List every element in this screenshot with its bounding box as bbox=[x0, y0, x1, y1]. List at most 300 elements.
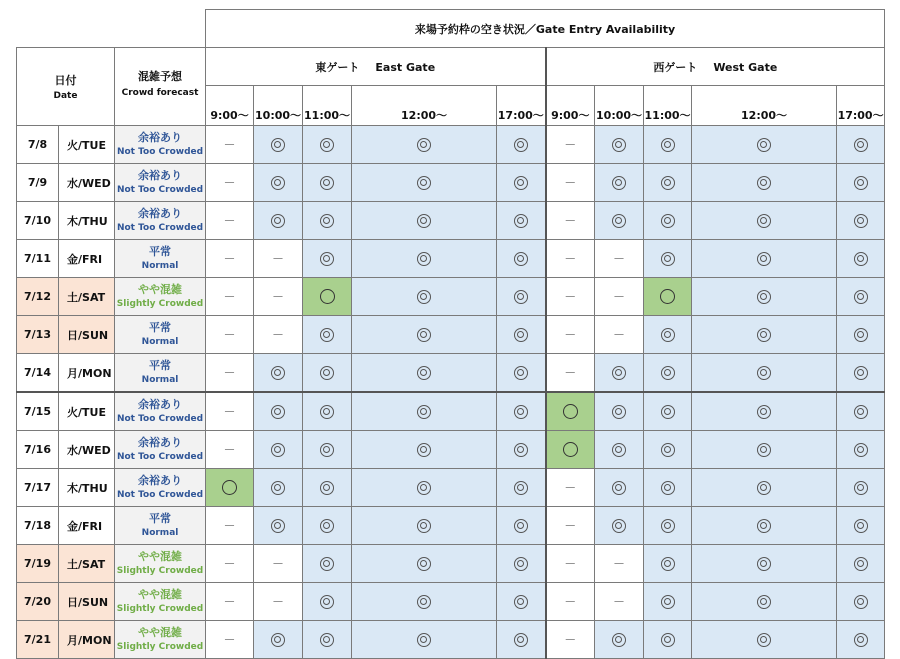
east-slot-cell bbox=[352, 583, 497, 621]
dash-icon: － bbox=[223, 557, 236, 571]
double-circle-icon bbox=[514, 366, 528, 380]
double-circle-icon bbox=[854, 290, 868, 304]
double-circle-icon bbox=[854, 481, 868, 495]
dash-icon: － bbox=[223, 252, 236, 266]
west-slot-cell bbox=[595, 392, 644, 431]
double-circle-icon bbox=[514, 443, 528, 457]
dash-icon: － bbox=[564, 481, 577, 495]
east-slot-cell bbox=[303, 278, 352, 316]
west-gate-en: West Gate bbox=[713, 60, 778, 74]
crowd-forecast-cell bbox=[115, 354, 206, 393]
double-circle-icon bbox=[612, 366, 626, 380]
forecast-label-ja: 平常 bbox=[149, 358, 172, 372]
double-circle-icon bbox=[854, 252, 868, 266]
west-slot-cell bbox=[692, 392, 837, 431]
west-slot-cell bbox=[692, 126, 837, 164]
forecast-label-ja: 余裕あり bbox=[138, 130, 183, 144]
east-slot-cell bbox=[254, 469, 303, 507]
east-slot-cell bbox=[352, 240, 497, 278]
east-slot-cell bbox=[206, 202, 254, 240]
date-header-en: Date bbox=[53, 91, 78, 101]
double-circle-icon bbox=[757, 214, 771, 228]
double-circle-icon bbox=[854, 176, 868, 190]
double-circle-icon bbox=[320, 557, 334, 571]
double-circle-icon bbox=[417, 405, 431, 419]
dash-icon: － bbox=[613, 595, 626, 609]
forecast-label-ja: 余裕あり bbox=[138, 435, 183, 449]
forecast-label-ja: 平常 bbox=[149, 244, 172, 258]
date-cell: 7/14 bbox=[17, 354, 59, 393]
west-slot-cell bbox=[595, 240, 644, 278]
east-slot-cell bbox=[497, 240, 546, 278]
west-slot-cell bbox=[692, 240, 837, 278]
date-header-ja: 日付 bbox=[54, 74, 77, 87]
east-slot-cell bbox=[352, 126, 497, 164]
double-circle-icon bbox=[757, 519, 771, 533]
weekday-cell: 日/SUN bbox=[59, 316, 115, 354]
dash-icon: － bbox=[223, 138, 236, 152]
east-slot-cell bbox=[352, 621, 497, 659]
east-gate-en: East Gate bbox=[375, 60, 436, 74]
west-slot-cell bbox=[837, 164, 885, 202]
forecast-label-ja: 平常 bbox=[149, 320, 172, 334]
double-circle-icon bbox=[757, 366, 771, 380]
west-slot-cell bbox=[595, 621, 644, 659]
table-row bbox=[17, 545, 885, 583]
double-circle-icon bbox=[854, 405, 868, 419]
double-circle-icon bbox=[417, 595, 431, 609]
east-time-0900: 9:00～ bbox=[206, 86, 254, 126]
west-slot-cell bbox=[595, 354, 644, 393]
double-circle-icon bbox=[320, 366, 334, 380]
dash-icon: － bbox=[223, 214, 236, 228]
dash-icon: － bbox=[564, 290, 577, 304]
date-cell: 7/10 bbox=[17, 202, 59, 240]
double-circle-icon bbox=[661, 481, 675, 495]
date-cell: 7/19 bbox=[17, 545, 59, 583]
east-slot-cell bbox=[303, 507, 352, 545]
west-slot-cell bbox=[546, 545, 595, 583]
east-slot-cell bbox=[352, 278, 497, 316]
west-slot-cell bbox=[595, 126, 644, 164]
crowd-forecast-cell bbox=[115, 392, 206, 431]
east-slot-cell bbox=[254, 621, 303, 659]
double-circle-icon bbox=[320, 481, 334, 495]
double-circle-icon bbox=[612, 405, 626, 419]
east-slot-cell bbox=[206, 507, 254, 545]
west-gate-header bbox=[546, 48, 885, 86]
date-cell: 7/18 bbox=[17, 507, 59, 545]
weekday-cell: 水/WED bbox=[59, 164, 115, 202]
west-slot-cell bbox=[644, 354, 692, 393]
double-circle-icon bbox=[417, 176, 431, 190]
date-cell: 7/17 bbox=[17, 469, 59, 507]
double-circle-icon bbox=[417, 557, 431, 571]
double-circle-icon bbox=[417, 252, 431, 266]
circle-icon bbox=[222, 480, 237, 495]
east-gate-ja: 東ゲート bbox=[315, 60, 360, 74]
double-circle-icon bbox=[271, 633, 285, 647]
east-slot-cell bbox=[206, 354, 254, 393]
double-circle-icon bbox=[320, 405, 334, 419]
forecast-label-ja: 余裕あり bbox=[138, 397, 183, 411]
date-cell: 7/8 bbox=[17, 126, 59, 164]
west-slot-cell bbox=[546, 164, 595, 202]
dash-icon: － bbox=[564, 595, 577, 609]
west-slot-cell bbox=[644, 126, 692, 164]
dash-icon: － bbox=[564, 633, 577, 647]
dash-icon: － bbox=[272, 290, 285, 304]
west-slot-cell bbox=[837, 507, 885, 545]
east-slot-cell bbox=[206, 316, 254, 354]
forecast-label-en: Not Too Crowded bbox=[116, 222, 204, 233]
forecast-label-en: Normal bbox=[141, 527, 179, 538]
east-slot-cell bbox=[497, 431, 546, 469]
west-slot-cell bbox=[837, 316, 885, 354]
weekday-cell: 金/FRI bbox=[59, 507, 115, 545]
double-circle-icon bbox=[612, 633, 626, 647]
west-slot-cell bbox=[692, 507, 837, 545]
west-slot-cell bbox=[692, 621, 837, 659]
dash-icon: － bbox=[564, 138, 577, 152]
double-circle-icon bbox=[514, 176, 528, 190]
dash-icon: － bbox=[564, 176, 577, 190]
dash-icon: － bbox=[272, 252, 285, 266]
west-slot-cell bbox=[546, 507, 595, 545]
crowd-header-en: Crowd forecast bbox=[121, 88, 199, 98]
west-gate-ja: 西ゲート bbox=[653, 60, 698, 74]
west-slot-cell bbox=[595, 431, 644, 469]
double-circle-icon bbox=[757, 481, 771, 495]
west-slot-cell bbox=[644, 621, 692, 659]
table-row bbox=[17, 354, 885, 393]
east-slot-cell bbox=[303, 392, 352, 431]
east-slot-cell bbox=[303, 164, 352, 202]
table-row bbox=[17, 621, 885, 659]
east-slot-cell bbox=[303, 431, 352, 469]
east-slot-cell bbox=[254, 202, 303, 240]
table-row bbox=[17, 278, 885, 316]
crowd-forecast-cell bbox=[115, 545, 206, 583]
east-slot-cell bbox=[303, 240, 352, 278]
double-circle-icon bbox=[854, 633, 868, 647]
west-slot-cell bbox=[692, 164, 837, 202]
circle-icon bbox=[563, 404, 578, 419]
double-circle-icon bbox=[757, 176, 771, 190]
double-circle-icon bbox=[320, 443, 334, 457]
east-slot-cell bbox=[497, 583, 546, 621]
west-time-1700: 17:00～ bbox=[837, 86, 885, 126]
east-slot-cell bbox=[497, 202, 546, 240]
forecast-label-ja: やや混雑 bbox=[138, 549, 183, 563]
dash-icon: － bbox=[223, 443, 236, 457]
east-slot-cell bbox=[303, 545, 352, 583]
west-slot-cell bbox=[837, 583, 885, 621]
double-circle-icon bbox=[612, 176, 626, 190]
dash-icon: － bbox=[564, 557, 577, 571]
dash-icon: － bbox=[223, 366, 236, 380]
forecast-label-en: Not Too Crowded bbox=[116, 184, 204, 195]
table-row bbox=[17, 164, 885, 202]
east-slot-cell bbox=[254, 278, 303, 316]
east-slot-cell bbox=[352, 469, 497, 507]
west-slot-cell bbox=[837, 278, 885, 316]
double-circle-icon bbox=[271, 443, 285, 457]
dash-icon: － bbox=[223, 405, 236, 419]
double-circle-icon bbox=[417, 214, 431, 228]
west-slot-cell bbox=[546, 583, 595, 621]
table-row bbox=[17, 240, 885, 278]
west-time-0900: 9:00～ bbox=[546, 86, 595, 126]
west-slot-cell bbox=[595, 545, 644, 583]
crowd-forecast-header bbox=[115, 48, 206, 126]
east-slot-cell bbox=[303, 202, 352, 240]
double-circle-icon bbox=[417, 633, 431, 647]
west-slot-cell bbox=[837, 469, 885, 507]
forecast-label-ja: 平常 bbox=[149, 511, 172, 525]
east-slot-cell bbox=[254, 431, 303, 469]
double-circle-icon bbox=[271, 138, 285, 152]
east-slot-cell bbox=[206, 431, 254, 469]
west-slot-cell bbox=[644, 392, 692, 431]
double-circle-icon bbox=[514, 214, 528, 228]
double-circle-icon bbox=[271, 519, 285, 533]
east-slot-cell bbox=[254, 583, 303, 621]
double-circle-icon bbox=[320, 138, 334, 152]
double-circle-icon bbox=[757, 405, 771, 419]
dash-icon: － bbox=[564, 214, 577, 228]
double-circle-icon bbox=[612, 443, 626, 457]
crowd-forecast-cell bbox=[115, 164, 206, 202]
crowd-forecast-cell bbox=[115, 431, 206, 469]
double-circle-icon bbox=[661, 328, 675, 342]
west-slot-cell bbox=[644, 240, 692, 278]
west-slot-cell bbox=[644, 431, 692, 469]
east-time-1100: 11:00～ bbox=[303, 86, 352, 126]
double-circle-icon bbox=[757, 138, 771, 152]
east-slot-cell bbox=[303, 126, 352, 164]
dash-icon: － bbox=[223, 328, 236, 342]
double-circle-icon bbox=[757, 252, 771, 266]
dash-icon: － bbox=[272, 557, 285, 571]
forecast-label-en: Not Too Crowded bbox=[116, 451, 204, 462]
double-circle-icon bbox=[661, 366, 675, 380]
double-circle-icon bbox=[757, 633, 771, 647]
east-slot-cell bbox=[352, 507, 497, 545]
crowd-forecast-cell bbox=[115, 469, 206, 507]
weekday-cell: 水/WED bbox=[59, 431, 115, 469]
weekday-cell: 月/MON bbox=[59, 621, 115, 659]
crowd-forecast-cell bbox=[115, 583, 206, 621]
table-row bbox=[17, 583, 885, 621]
west-slot-cell bbox=[837, 202, 885, 240]
double-circle-icon bbox=[661, 443, 675, 457]
west-slot-cell bbox=[644, 202, 692, 240]
date-cell: 7/20 bbox=[17, 583, 59, 621]
dash-icon: － bbox=[613, 328, 626, 342]
west-time-1100: 11:00～ bbox=[644, 86, 692, 126]
forecast-label-en: Slightly Crowded bbox=[116, 565, 204, 576]
west-slot-cell bbox=[692, 545, 837, 583]
east-slot-cell bbox=[206, 469, 254, 507]
dash-icon: － bbox=[613, 290, 626, 304]
date-cell: 7/9 bbox=[17, 164, 59, 202]
crowd-forecast-cell bbox=[115, 202, 206, 240]
double-circle-icon bbox=[320, 176, 334, 190]
double-circle-icon bbox=[854, 557, 868, 571]
west-slot-cell bbox=[644, 278, 692, 316]
forecast-label-ja: やや混雑 bbox=[138, 282, 183, 296]
east-slot-cell bbox=[497, 469, 546, 507]
header-blank bbox=[17, 10, 206, 48]
east-slot-cell bbox=[206, 126, 254, 164]
double-circle-icon bbox=[854, 214, 868, 228]
weekday-cell: 木/THU bbox=[59, 469, 115, 507]
west-slot-cell bbox=[546, 278, 595, 316]
double-circle-icon bbox=[417, 481, 431, 495]
dash-icon: － bbox=[613, 252, 626, 266]
west-slot-cell bbox=[546, 431, 595, 469]
double-circle-icon bbox=[417, 138, 431, 152]
dash-icon: － bbox=[564, 252, 577, 266]
double-circle-icon bbox=[854, 443, 868, 457]
forecast-label-en: Not Too Crowded bbox=[116, 146, 204, 157]
double-circle-icon bbox=[320, 214, 334, 228]
double-circle-icon bbox=[271, 176, 285, 190]
crowd-forecast-cell bbox=[115, 240, 206, 278]
west-time-1000: 10:00～ bbox=[595, 86, 644, 126]
double-circle-icon bbox=[661, 176, 675, 190]
crowd-forecast-cell bbox=[115, 316, 206, 354]
forecast-label-en: Normal bbox=[141, 374, 179, 385]
west-slot-cell bbox=[692, 202, 837, 240]
west-time-1200: 12:00～ bbox=[692, 86, 837, 126]
dash-icon: － bbox=[223, 595, 236, 609]
east-slot-cell bbox=[206, 164, 254, 202]
east-slot-cell bbox=[254, 316, 303, 354]
forecast-label-en: Not Too Crowded bbox=[116, 413, 204, 424]
east-slot-cell bbox=[206, 545, 254, 583]
west-slot-cell bbox=[837, 545, 885, 583]
east-slot-cell bbox=[206, 240, 254, 278]
east-slot-cell bbox=[497, 507, 546, 545]
east-slot-cell bbox=[352, 545, 497, 583]
east-slot-cell bbox=[303, 316, 352, 354]
west-slot-cell bbox=[837, 354, 885, 393]
dash-icon: － bbox=[613, 557, 626, 571]
double-circle-icon bbox=[757, 595, 771, 609]
table-row bbox=[17, 316, 885, 354]
west-slot-cell bbox=[595, 164, 644, 202]
double-circle-icon bbox=[612, 481, 626, 495]
forecast-label-ja: やや混雑 bbox=[138, 587, 183, 601]
double-circle-icon bbox=[271, 481, 285, 495]
double-circle-icon bbox=[612, 519, 626, 533]
west-slot-cell bbox=[644, 316, 692, 354]
double-circle-icon bbox=[320, 595, 334, 609]
east-slot-cell bbox=[254, 507, 303, 545]
weekday-cell: 土/SAT bbox=[59, 545, 115, 583]
east-slot-cell bbox=[254, 354, 303, 393]
double-circle-icon bbox=[514, 405, 528, 419]
double-circle-icon bbox=[661, 633, 675, 647]
double-circle-icon bbox=[417, 443, 431, 457]
double-circle-icon bbox=[417, 366, 431, 380]
west-slot-cell bbox=[692, 469, 837, 507]
date-cell: 7/11 bbox=[17, 240, 59, 278]
dash-icon: － bbox=[223, 176, 236, 190]
double-circle-icon bbox=[514, 595, 528, 609]
table-row bbox=[17, 392, 885, 431]
forecast-label-en: Not Too Crowded bbox=[116, 489, 204, 500]
west-slot-cell bbox=[692, 316, 837, 354]
circle-icon bbox=[320, 289, 335, 304]
east-slot-cell bbox=[303, 354, 352, 393]
dash-icon: － bbox=[272, 328, 285, 342]
dash-icon: － bbox=[564, 519, 577, 533]
west-slot-cell bbox=[546, 469, 595, 507]
weekday-cell: 木/THU bbox=[59, 202, 115, 240]
double-circle-icon bbox=[661, 557, 675, 571]
west-slot-cell bbox=[692, 431, 837, 469]
double-circle-icon bbox=[854, 366, 868, 380]
west-slot-cell bbox=[644, 545, 692, 583]
forecast-label-en: Normal bbox=[141, 260, 179, 271]
east-time-1200: 12:00～ bbox=[352, 86, 497, 126]
east-slot-cell bbox=[352, 316, 497, 354]
table-row bbox=[17, 431, 885, 469]
forecast-label-ja: やや混雑 bbox=[138, 625, 183, 639]
weekday-cell: 火/TUE bbox=[59, 126, 115, 164]
weekday-cell: 土/SAT bbox=[59, 278, 115, 316]
west-slot-cell bbox=[546, 392, 595, 431]
circle-icon bbox=[660, 289, 675, 304]
weekday-cell: 日/SUN bbox=[59, 583, 115, 621]
east-slot-cell bbox=[206, 392, 254, 431]
double-circle-icon bbox=[661, 138, 675, 152]
west-slot-cell bbox=[595, 202, 644, 240]
double-circle-icon bbox=[612, 214, 626, 228]
west-slot-cell bbox=[546, 354, 595, 393]
date-cell: 7/16 bbox=[17, 431, 59, 469]
table-row bbox=[17, 507, 885, 545]
east-slot-cell bbox=[352, 354, 497, 393]
west-slot-cell bbox=[595, 316, 644, 354]
dash-icon: － bbox=[564, 366, 577, 380]
west-slot-cell bbox=[644, 469, 692, 507]
date-header bbox=[17, 48, 115, 126]
west-slot-cell bbox=[692, 583, 837, 621]
east-slot-cell bbox=[303, 583, 352, 621]
crowd-forecast-cell bbox=[115, 126, 206, 164]
east-slot-cell bbox=[497, 316, 546, 354]
table-row bbox=[17, 469, 885, 507]
double-circle-icon bbox=[514, 633, 528, 647]
forecast-label-en: Slightly Crowded bbox=[116, 298, 204, 309]
crowd-header-ja: 混雑予想 bbox=[138, 70, 183, 83]
east-slot-cell bbox=[497, 354, 546, 393]
east-slot-cell bbox=[352, 164, 497, 202]
dash-icon: － bbox=[223, 290, 236, 304]
double-circle-icon bbox=[514, 328, 528, 342]
east-time-1000: 10:00～ bbox=[254, 86, 303, 126]
east-slot-cell bbox=[497, 164, 546, 202]
dash-icon: － bbox=[564, 328, 577, 342]
crowd-forecast-cell bbox=[115, 621, 206, 659]
double-circle-icon bbox=[757, 557, 771, 571]
double-circle-icon bbox=[417, 290, 431, 304]
west-slot-cell bbox=[644, 583, 692, 621]
